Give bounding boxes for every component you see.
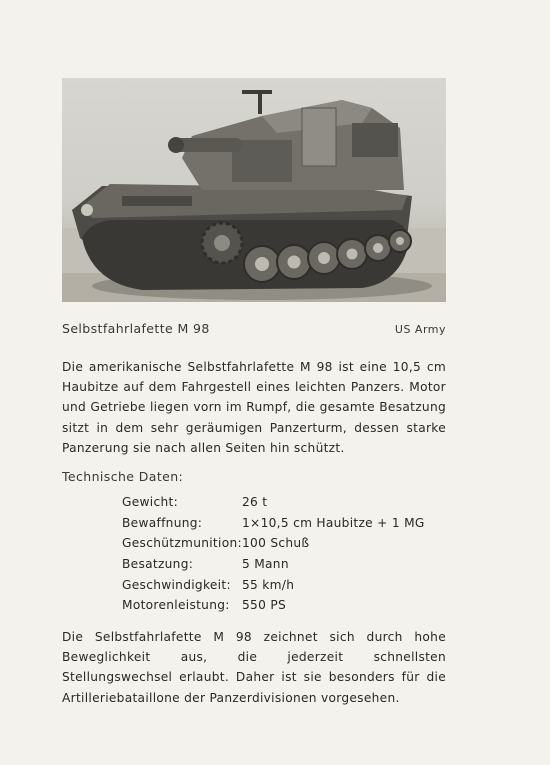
self-propelled-howitzer-image [62,78,446,302]
tech-label: Gewicht: [122,495,179,510]
tech-row-crew [122,554,425,575]
tech-label: Geschwindigkeit: [122,577,231,592]
photo-credit: US Army [394,323,446,336]
tech-data-heading: Technische Daten: [62,469,184,484]
tech-row-weight [122,492,425,513]
tech-value: 100 Schuß [242,536,310,551]
photo-caption: Selbstfahrlafette M 98 [62,321,210,336]
tech-data-table [122,492,425,616]
tech-value: 1×10,5 cm Haubitze + 1 MG [242,515,425,530]
tech-label: Bewaffnung: [122,515,203,530]
closing-paragraph: Die Selbstfahrlafette M 98 zeichnet sich durch hohe Beweglichkeit aus, die jederzeit schnellsten Stellungswechsel erlaubt. Daher ist sie besonders für die Artilleriebataillone der Panzerdivisionen vorgesehen. [62,630,446,705]
tech-value: 5 Mann [242,557,289,572]
tech-row-engine-power [122,595,425,616]
intro-paragraph: Die amerikanische Selbstfahrlafette M 98 ist eine 10,5 cm Haubitze auf dem Fahrgestell eines leichten Panzers. Motor und Getriebe liegen vorn im Rumpf, die gesamte Besatzung sitzt in dem sehr geräumigen Panzerturm, dessen starke Panzerung sie nach allen Seiten hin schützt. [62,360,446,455]
caption-row [62,321,446,336]
tech-row-ammunition [122,533,425,554]
tech-label: Besatzung: [122,557,194,572]
tech-value: 26 t [242,495,268,510]
tech-label: Geschützmunition: [122,536,242,551]
tech-value: 550 PS [242,598,287,613]
tech-value: 55 km/h [242,577,295,592]
tank-photo [62,78,446,302]
tech-row-armament [122,513,425,534]
tech-label: Motorenleistung: [122,598,230,613]
tech-row-speed [122,574,425,595]
